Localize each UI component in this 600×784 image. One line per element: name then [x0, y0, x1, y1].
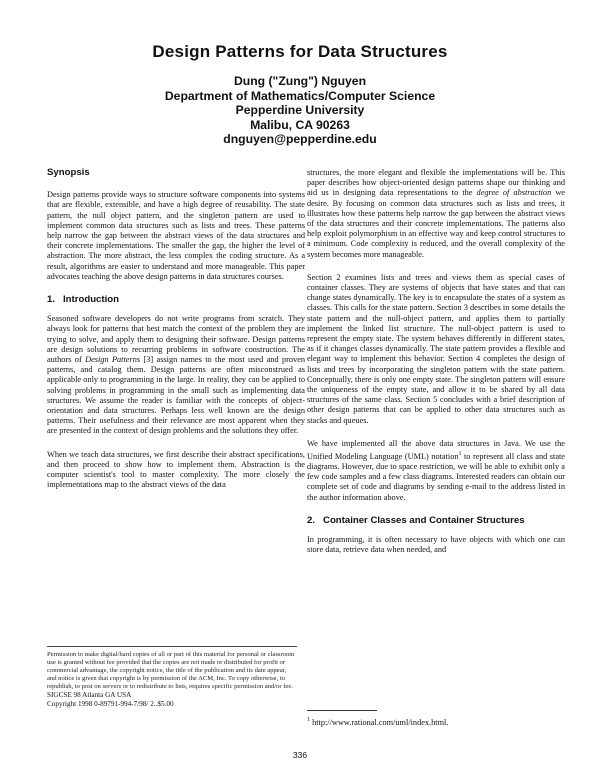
author-block: [0, 74, 600, 147]
right-p1-part-b: we desire. By focusing on common data structures such as lists and trees, it illustrates how these patterns help narrow the gap between the abstract views of the data structures and their concrete implementations. The patterns also help exploit polymorphism in an effective way and keep control structures to a minimum. Code complexity is reduced, and the overall complexity of the system becomes more manageable.: [307, 188, 565, 259]
permission-rule: [47, 646, 297, 647]
synopsis-paragraph: Design patterns provide ways to structure software components into systems that are flexible, extensible, and have a high degree of reusability. The state pattern, the null object pattern, and the singleton pattern are used to implement common data structures such as lists and trees. These patterns help narrow the gap between the abstract views of the data structures and their concrete implementations. The smaller the gap, the higher the level of abstraction. The more abstract, the less complex the coding structure. As a result, algorithms are easier to understand and more manageable. This paper advocates teaching the above design patterns in data structures courses.: [47, 190, 305, 281]
author-university: Pepperdine University: [235, 103, 365, 117]
right-paragraph-3: [307, 439, 565, 503]
intro-heading-text: Introduction: [63, 294, 119, 306]
author-email[interactable]: dnguyen@pepperdine.edu: [223, 132, 377, 146]
synopsis-heading-text: Synopsis: [47, 167, 90, 178]
right-p3-part-a: We have implemented all the above data structures in Java. We use the Unified Modeling Language (UML) notation: [307, 438, 565, 461]
synopsis-heading: [47, 168, 305, 178]
paper-title: Design Patterns for Data Structures: [152, 42, 448, 61]
permission-notice: [47, 646, 297, 709]
footnote-marker: 1: [458, 451, 462, 458]
footnote-rule: [307, 710, 377, 711]
permission-text: Permission to make digital/hard copies of all or part of this material for personal or classroom use is granted without fee provided that the copies are not made or distributed for profit or commercial advantage, the copyright notice, the title of the publication and its date appear, and notice is given that copyright is by permission of the ACM, Inc. To copy otherwise, to republish, to post on servers or to redistribute to lists, requires specific permission and/or fee.: [47, 651, 295, 690]
author-name: Dung ("Zung") Nguyen: [233, 74, 367, 88]
copyright-line: Copyright 1998 0-89791-994-7/98/ 2..$5.00: [47, 700, 174, 708]
page-number: 336: [292, 750, 308, 760]
author-department: Department of Mathematics/Computer Science: [164, 88, 436, 103]
section-2-heading: [307, 516, 565, 526]
footnote-url[interactable]: http://www.rational.com/uml/index.html.: [310, 717, 449, 727]
intro-heading-number: 1.: [47, 294, 56, 306]
left-column: [47, 168, 305, 503]
right-paragraph-4: In programming, it is often necessary to have objects with which one can store data, retrieve data when needed, and: [307, 535, 565, 555]
section-2-number: 2.: [307, 514, 316, 526]
author-location: Malibu, CA 90263: [250, 117, 350, 132]
intro-p1-part-b: [3] assign names to the most used and proven patterns, and catalog them. Design patterns are often misconstrued as applicable only to programming in the large. In reality, they can be applied to solving problems in programming in the small such as implementing data structures. We assume the reader is familiar with the concepts of object-orientation and data structures. Perhaps less well known are the design patterns. Their usefulness and their relevance are most apparent when they are presented in the context of design problems and the solutions they offer.: [47, 355, 305, 436]
section-2-text: Container Classes and Container Structures: [323, 514, 525, 526]
footnote: [307, 710, 565, 728]
intro-p1-citation-title: Design Patterns: [85, 355, 141, 365]
right-column: [307, 168, 565, 568]
conference-line: SIGCSE 98 Atlanta GA USA: [47, 691, 132, 699]
intro-paragraph-2: When we teach data structures, we first describe their abstract specifications, and then proceed to show how to implement them. Abstraction is the computer scientist's tool to master complexity. The more closely the implementations map to the abstract views of the data: [47, 449, 305, 490]
right-p3-part-b: to represent all class and state diagrams. However, due to space restriction, we will be able to exhibit only a few code samples and a few class diagrams. Interested readers can obtain our complete set of code and diagrams by sending e-mail to the address listed in the author information above.: [307, 451, 565, 502]
intro-p1-part-a: Seasoned software developers do not write programs from scratch. They always look for patterns that best match the context of the problem they are trying to solve, and apply them to designing their software. Design patterns are design solutions to recurring problems in software construction. The authors of: [47, 314, 305, 365]
right-paragraph-2: Section 2 examines lists and trees and views them as special cases of container classes. They are systems of objects that have states and that can change states dynamically. The key is to encapsulate the states of a system as classes. This calls for the state pattern. Section 3 describes in some details the state pattern and the null-object pattern, and applies them to partially implement the linked list structure. The null-object pattern is used to represent the empty state. The system behaves differently in different states, as if it changes classes dynamically. The state pattern provides a flexible and elegant way to implement this behavior. Section 4 completes the design of lists and trees by incorporating the singleton pattern with the state pattern. Conceptually, there is only one empty state. The singleton pattern will ensure the uniqueness of the empty state, and allow it to be shared by all data structures of the same class. Section 5 concludes with a brief description of other design patterns that can be applied to other data structures such as stacks and queues.: [307, 272, 565, 425]
right-p1-emphasis: degree of abstraction: [476, 188, 552, 198]
right-paragraph-1: [307, 168, 565, 260]
right-p1-part-a: structures, the more elegant and flexible the implementations will be. This paper describes how object-oriented design patterns shape our thinking and aid us in designing data representations to the: [307, 168, 565, 198]
intro-heading: [47, 295, 305, 305]
intro-paragraph-1: [47, 314, 305, 436]
footnote-number: 1: [307, 717, 310, 723]
